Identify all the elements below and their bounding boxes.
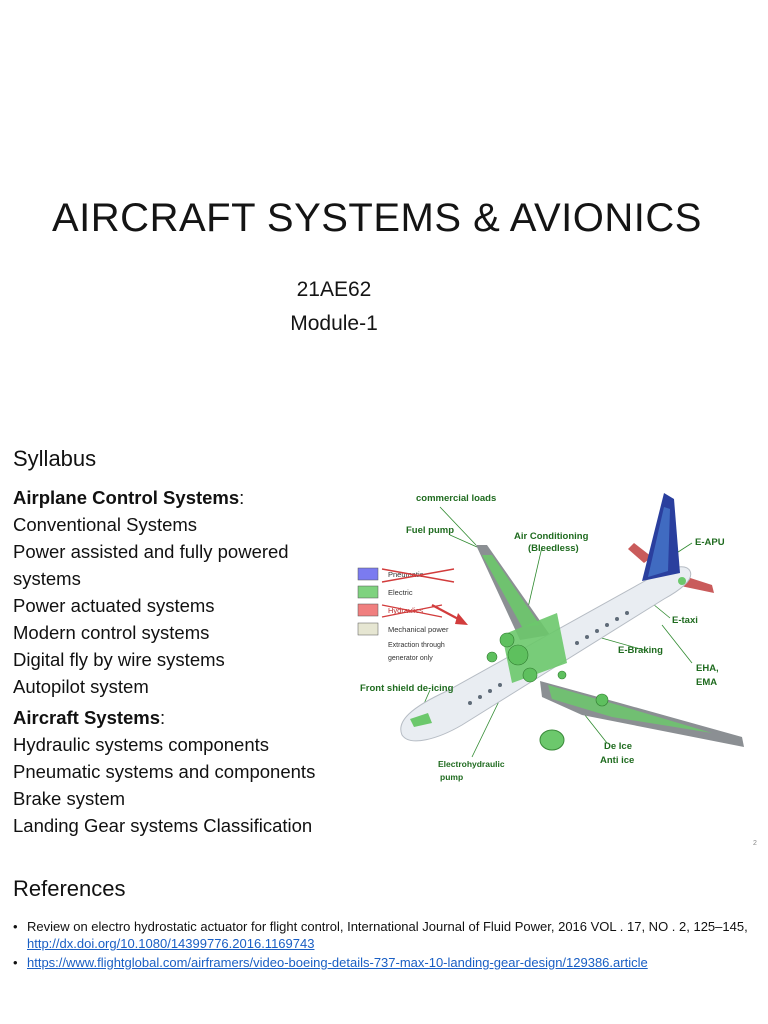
syllabus-item: Power actuated systems	[13, 595, 215, 616]
legend-note: Extraction through	[388, 642, 445, 649]
legend-swatch-mechanical	[358, 623, 378, 635]
references-list	[13, 918, 763, 973]
group-title-colon: :	[160, 707, 166, 728]
syllabus-item: Power assisted and fully powered systems	[13, 541, 289, 589]
bullet-icon: •	[13, 919, 18, 934]
legend-label-mechanical: Mechanical power	[388, 625, 449, 634]
legend-swatch-hydraulics	[358, 604, 378, 616]
syllabus-item: Pneumatic systems and components	[13, 761, 316, 782]
course-code: 21AE62	[296, 278, 372, 301]
syllabus-item: Digital fly by wire systems	[13, 649, 225, 670]
engine	[540, 730, 564, 750]
label-bleedless: (Bleedless)	[528, 543, 579, 554]
label-commercial-loads: commercial loads	[416, 493, 497, 504]
label-de-ice: De Ice	[604, 741, 632, 752]
label-fuel-pump: Fuel pump	[406, 525, 455, 536]
syllabus-item: Landing Gear systems Classification	[13, 815, 313, 836]
syllabus-list	[13, 484, 358, 839]
syllabus-item: Conventional Systems	[13, 514, 198, 535]
legend-label-hydraulics: Hydraulics	[388, 606, 424, 615]
legend-label-electric: Electric	[388, 588, 413, 597]
figure-legend	[358, 568, 468, 662]
label-e-apu: E-APU	[695, 537, 725, 548]
syllabus-item: Hydraulic systems components	[13, 734, 270, 755]
syllabus-item: Brake system	[13, 788, 126, 809]
label-front-shield: Front shield de-icing	[360, 683, 454, 694]
bullet-icon: •	[13, 955, 18, 970]
syllabus-item: Modern control systems	[13, 622, 210, 643]
group-title-colon: :	[239, 487, 245, 508]
label-eha: EHA,	[696, 663, 719, 674]
syllabus-group	[13, 484, 358, 700]
reference-item	[13, 954, 763, 971]
label-anti-ice: Anti ice	[600, 755, 635, 766]
syllabus-item: Autopilot system	[13, 676, 149, 697]
legend-label-pneumatic: Pneumatic	[388, 570, 424, 579]
legend-note: generator only	[388, 655, 433, 662]
syllabus-heading: Syllabus	[13, 446, 97, 471]
reference-link[interactable]: http://dx.doi.org/10.1080/14399776.2016.1169743	[27, 936, 315, 951]
legend-swatch-electric	[358, 586, 378, 598]
legend-swatch-pneumatic	[358, 568, 378, 580]
label-pump: pump	[440, 772, 464, 782]
reference-item	[13, 918, 763, 952]
label-e-taxi: E-taxi	[672, 615, 698, 626]
label-ema: EMA	[696, 677, 718, 688]
module-label: Module-1	[290, 312, 378, 335]
label-electrohydraulic: Electrohydraulic	[438, 759, 505, 769]
aircraft-systems-figure	[352, 485, 764, 790]
reference-text: Review on electro hydrostatic actuator for flight control, International Journal of Fluid Power, 2016 VOL . 17, NO . 2, 125–145,	[27, 919, 748, 934]
label-e-braking: E-Braking	[618, 645, 663, 656]
group-title-airplane-control: Airplane Control Systems	[13, 487, 240, 508]
label-air-conditioning: Air Conditioning	[514, 531, 589, 542]
page-title: AIRCRAFT SYSTEMS & AVIONICS	[52, 196, 702, 240]
reference-link[interactable]: https://www.flightglobal.com/airframers/video-boeing-details-737-max-10-landing-gear-design/129386.article	[27, 955, 648, 970]
group-title-aircraft-systems: Aircraft Systems	[13, 707, 161, 728]
references-heading: References	[13, 876, 126, 901]
page-number: 2	[753, 840, 757, 847]
syllabus-group	[13, 704, 358, 839]
